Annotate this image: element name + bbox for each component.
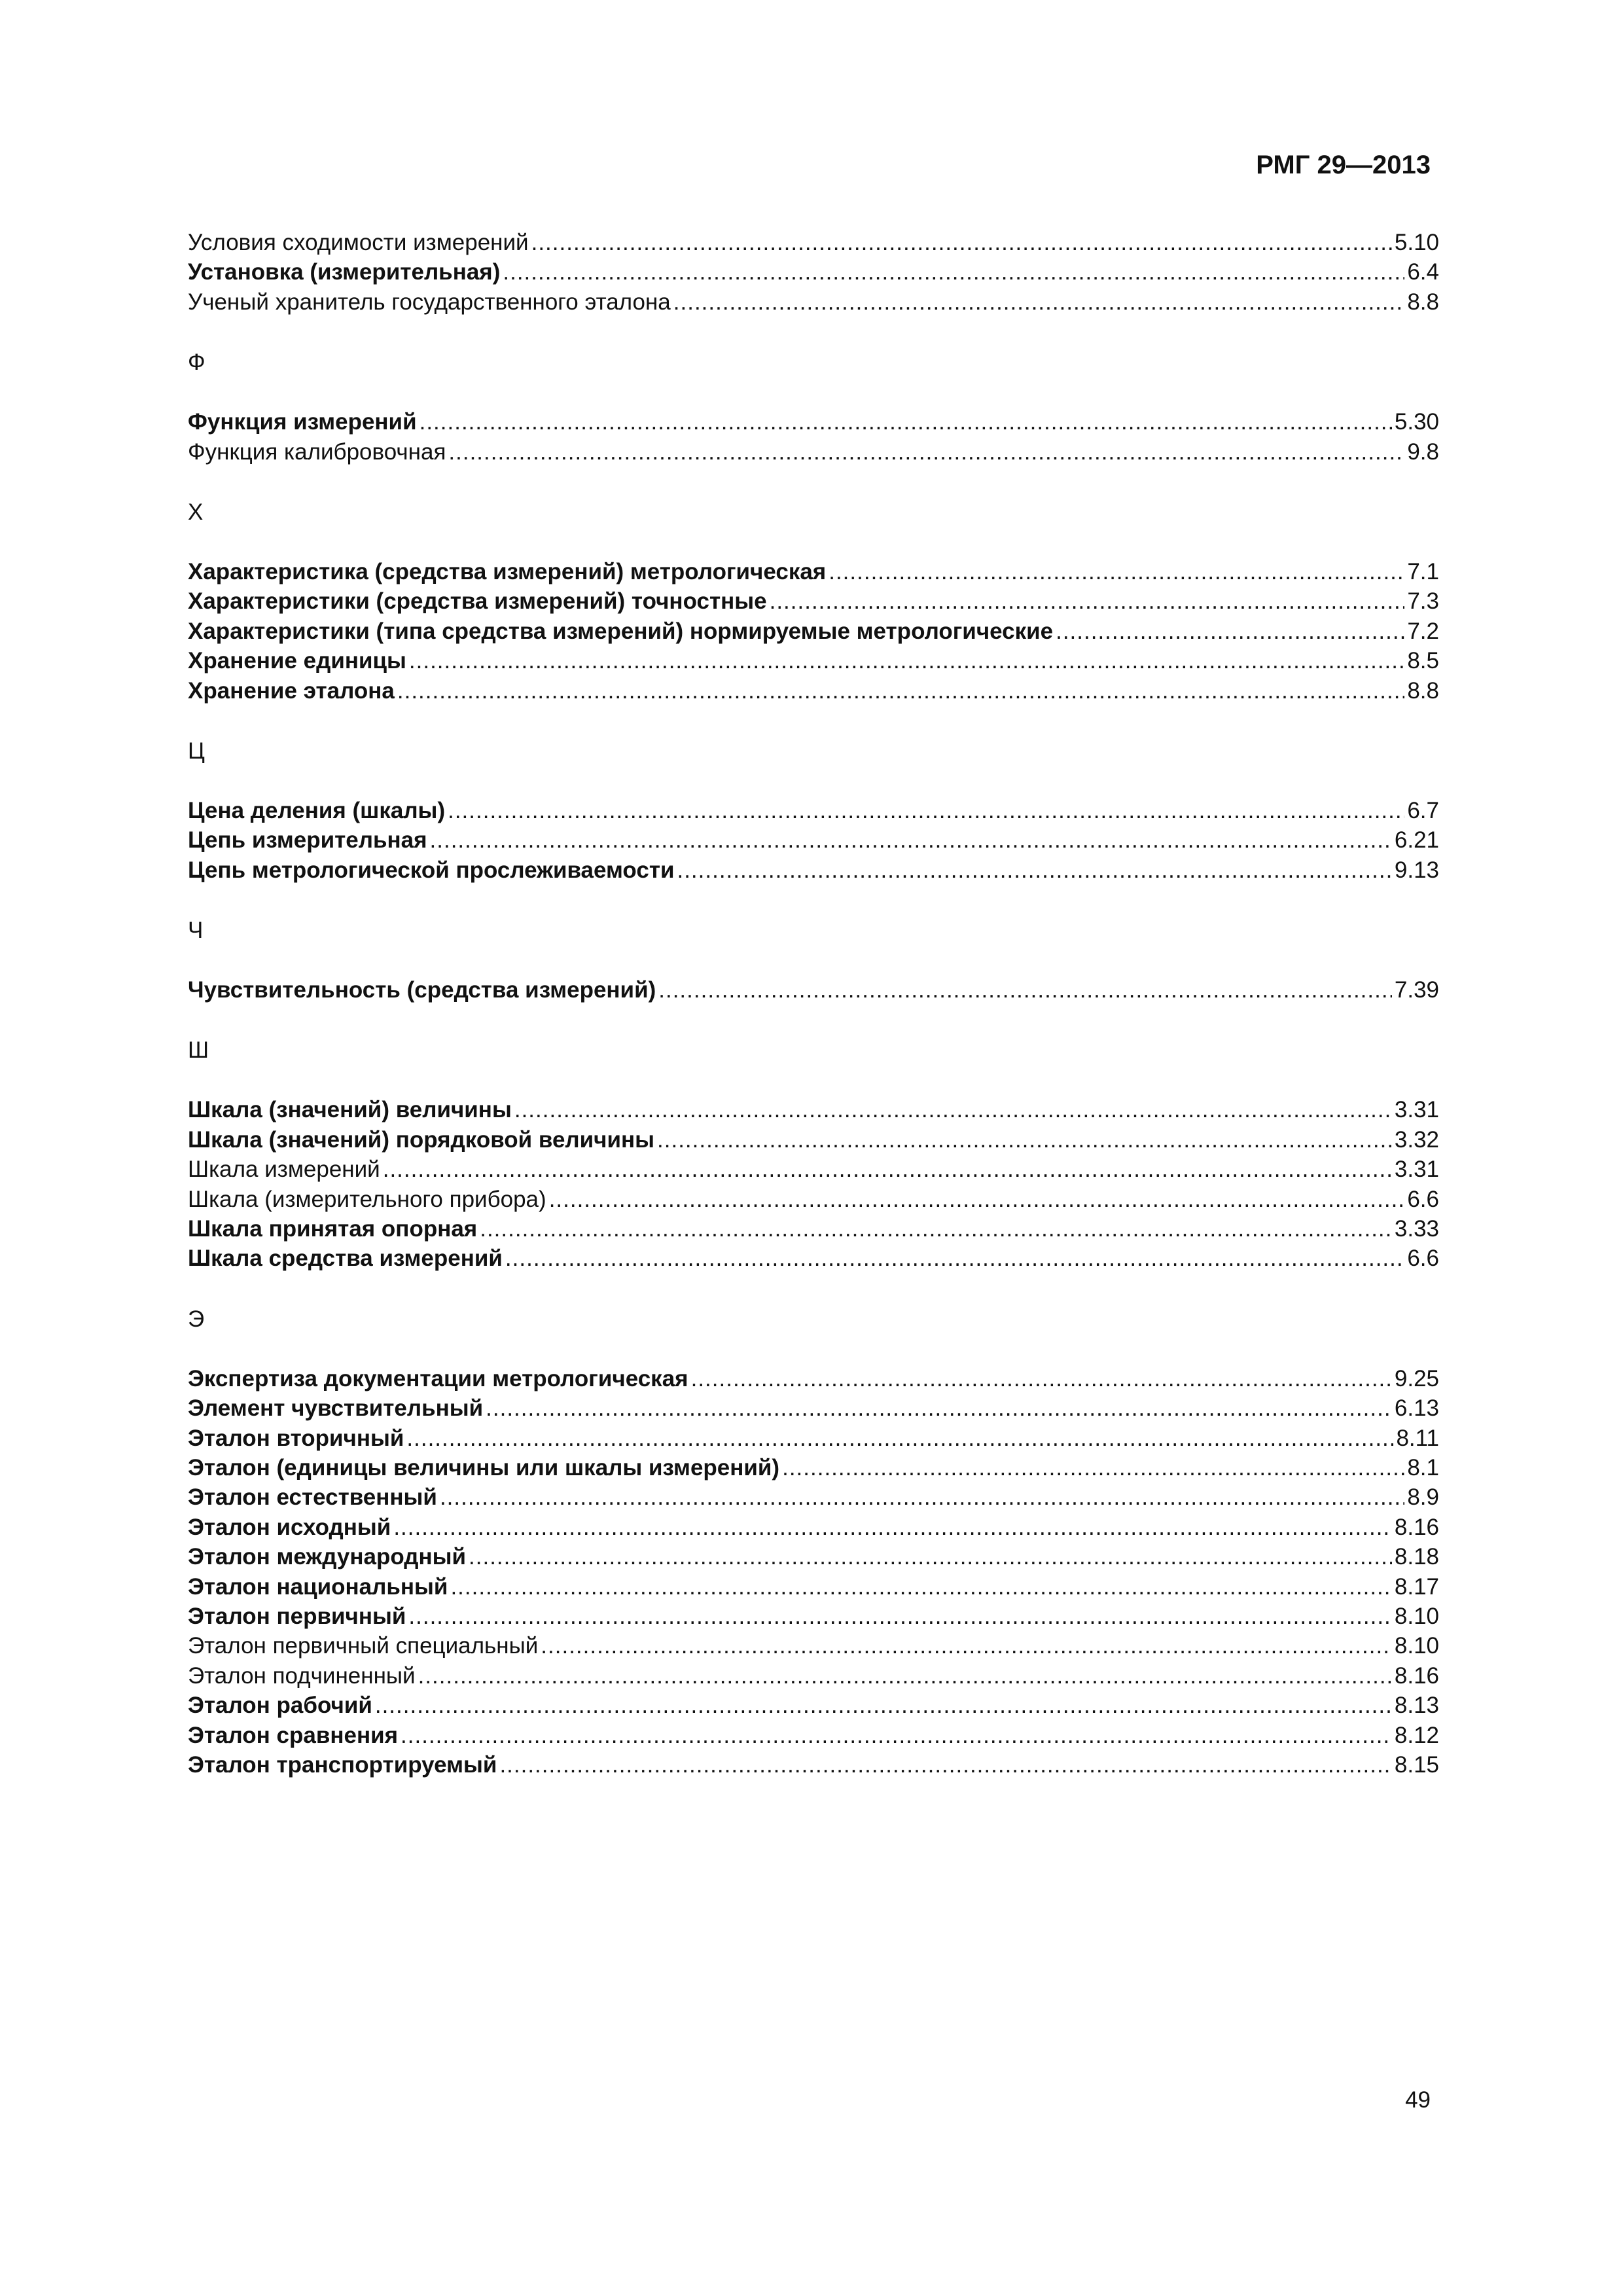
- index-reference: 8.15: [1394, 1751, 1439, 1778]
- index-entry: [188, 1095, 1439, 1124]
- dot-leader: [691, 1364, 1392, 1393]
- index-entry: [188, 1244, 1439, 1273]
- section-letter: Ц: [188, 738, 205, 764]
- index-entry: [188, 1155, 1439, 1184]
- dot-leader: [480, 1214, 1392, 1244]
- index-entry: [188, 1185, 1439, 1214]
- index-reference: 5.30: [1394, 409, 1439, 435]
- dot-leader: [770, 586, 1405, 616]
- dot-leader: [408, 1602, 1391, 1631]
- index-entry: [188, 228, 1439, 257]
- index-term: Условия сходимости измерений: [188, 230, 529, 255]
- dot-leader: [383, 1155, 1392, 1184]
- dot-leader: [450, 1572, 1391, 1602]
- index-term: Эталон первичный специальный: [188, 1633, 539, 1659]
- index-term: Эталон вторичный: [188, 1425, 404, 1451]
- index-entry: [188, 617, 1439, 646]
- dot-leader: [541, 1631, 1392, 1660]
- index-entry: [188, 646, 1439, 675]
- section-letter: Ф: [188, 350, 205, 376]
- index-term: Характеристики (типа средства измерений) нормируемые метрологические: [188, 618, 1054, 644]
- index-entry: [188, 1424, 1439, 1453]
- index-entry: [188, 1631, 1439, 1660]
- index-reference: 6.21: [1394, 827, 1439, 853]
- dot-leader: [658, 975, 1392, 1005]
- document-code: РМГ 29—2013: [1256, 151, 1431, 179]
- index-entry: [188, 1572, 1439, 1602]
- index-entry: [188, 1542, 1439, 1571]
- index-entry: [188, 825, 1439, 855]
- index-entry: [188, 1691, 1439, 1720]
- section-letter: Э: [188, 1306, 205, 1332]
- dot-leader: [448, 796, 1404, 825]
- subject-index: [188, 228, 1439, 1780]
- dot-leader: [375, 1691, 1392, 1720]
- index-reference: 8.8: [1407, 677, 1439, 704]
- index-reference: 3.33: [1394, 1216, 1439, 1242]
- index-entry: [188, 1364, 1439, 1393]
- index-entry: [188, 287, 1439, 317]
- index-reference: 7.2: [1407, 618, 1439, 644]
- index-entry: [188, 1661, 1439, 1691]
- index-term: Характеристики (средства измерений) точностные: [188, 588, 767, 615]
- index-term: Цепь метрологической прослеживаемости: [188, 857, 675, 883]
- index-entry: [188, 1721, 1439, 1750]
- dot-leader: [401, 1721, 1392, 1750]
- index-section: [188, 1035, 1439, 1273]
- index-reference: 6.6: [1407, 1186, 1439, 1212]
- index-term: Эталон естественный: [188, 1484, 437, 1511]
- dot-leader: [406, 1424, 1393, 1453]
- index-reference: 5.10: [1394, 230, 1439, 255]
- index-reference: 8.18: [1394, 1544, 1439, 1570]
- dot-leader: [1056, 617, 1404, 646]
- index-reference: 3.31: [1394, 1157, 1439, 1183]
- index-entry: [188, 437, 1439, 467]
- index-term: Эталон (единицы величины или шкалы измерений): [188, 1454, 780, 1480]
- dot-leader: [448, 437, 1404, 467]
- index-reference: 8.5: [1407, 648, 1439, 674]
- dot-leader: [677, 855, 1391, 885]
- dot-leader: [782, 1453, 1404, 1482]
- section-letter: Х: [188, 499, 204, 525]
- index-reference: 9.25: [1394, 1365, 1439, 1391]
- index-reference: 8.16: [1394, 1514, 1439, 1540]
- index-reference: 7.3: [1407, 588, 1439, 615]
- index-term: Эталон национальный: [188, 1573, 448, 1600]
- index-reference: 6.4: [1407, 259, 1439, 285]
- index-section: [188, 736, 1439, 885]
- index-term: Хранение эталона: [188, 677, 395, 704]
- index-term: Эталон международный: [188, 1544, 467, 1570]
- index-term: Элемент чувствительный: [188, 1395, 484, 1422]
- index-reference: 8.11: [1396, 1425, 1439, 1451]
- dot-leader: [409, 646, 1404, 675]
- index-entry: [188, 586, 1439, 616]
- index-entry: [188, 1453, 1439, 1482]
- index-entry: [188, 1513, 1439, 1542]
- index-term: Экспертиза документации метрологическая: [188, 1365, 688, 1391]
- index-section: [188, 1304, 1439, 1780]
- index-term: Шкала (значений) величины: [188, 1097, 512, 1123]
- index-term: Эталон рабочий: [188, 1693, 372, 1719]
- index-reference: 8.10: [1394, 1603, 1439, 1629]
- index-reference: 8.1: [1407, 1454, 1439, 1480]
- index-term: Шкала (значений) порядковой величины: [188, 1126, 655, 1153]
- index-term: Цена деления (шкалы): [188, 797, 446, 823]
- index-reference: 7.39: [1394, 977, 1439, 1003]
- index-term: Цепь измерительная: [188, 827, 427, 853]
- index-reference: 6.7: [1407, 797, 1439, 823]
- index-entry: [188, 796, 1439, 825]
- index-entry: [188, 257, 1439, 287]
- index-term: Шкала (измерительного прибора): [188, 1186, 546, 1212]
- index-entry: [188, 1125, 1439, 1155]
- index-entry: [188, 975, 1439, 1005]
- section-letter: Ч: [188, 918, 204, 944]
- dot-leader: [430, 825, 1392, 855]
- index-reference: 8.12: [1394, 1722, 1439, 1748]
- index-reference: 9.8: [1407, 439, 1439, 465]
- index-reference: 8.9: [1407, 1484, 1439, 1511]
- dot-leader: [440, 1482, 1404, 1512]
- index-reference: 8.10: [1394, 1633, 1439, 1659]
- dot-leader: [419, 407, 1392, 437]
- dot-leader: [393, 1513, 1392, 1542]
- index-term: Эталон подчиненный: [188, 1662, 416, 1689]
- index-entry: [188, 676, 1439, 706]
- index-term: Эталон транспортируемый: [188, 1751, 497, 1778]
- index-reference: 8.16: [1394, 1662, 1439, 1689]
- dot-leader: [418, 1661, 1392, 1691]
- dot-leader: [531, 228, 1392, 257]
- dot-leader: [486, 1393, 1392, 1423]
- index-section: [188, 348, 1439, 467]
- index-reference: 6.13: [1394, 1395, 1439, 1422]
- index-term: Эталон сравнения: [188, 1722, 399, 1748]
- dot-leader: [549, 1185, 1405, 1214]
- page-number: 49: [1405, 2087, 1431, 2113]
- index-entry: [188, 1750, 1439, 1780]
- index-entry: [188, 1214, 1439, 1244]
- index-term: Шкала средства измерений: [188, 1246, 503, 1272]
- index-term: Эталон исходный: [188, 1514, 391, 1540]
- dot-leader: [499, 1750, 1391, 1780]
- section-letter: Ш: [188, 1037, 209, 1064]
- index-term: Хранение единицы: [188, 648, 406, 674]
- index-reference: 8.8: [1407, 289, 1439, 315]
- index-reference: 3.32: [1394, 1126, 1439, 1153]
- dot-leader: [397, 676, 1404, 706]
- index-term: Шкала принятая опорная: [188, 1216, 478, 1242]
- index-term: Характеристика (средства измерений) метрологическая: [188, 558, 827, 584]
- index-term: Чувствительность (средства измерений): [188, 977, 656, 1003]
- dot-leader: [514, 1095, 1392, 1124]
- index-entry: [188, 407, 1439, 437]
- index-entry: [188, 557, 1439, 586]
- dot-leader: [469, 1542, 1392, 1571]
- index-entry: [188, 855, 1439, 885]
- index-reference: 8.13: [1394, 1693, 1439, 1719]
- index-entry: [188, 1602, 1439, 1631]
- index-section: [188, 228, 1439, 317]
- index-term: Установка (измерительная): [188, 259, 501, 285]
- index-reference: 3.31: [1394, 1097, 1439, 1123]
- index-term: Функция измерений: [188, 409, 417, 435]
- index-section: [188, 916, 1439, 1005]
- dot-leader: [829, 557, 1404, 586]
- index-entry: [188, 1393, 1439, 1423]
- index-reference: 8.17: [1394, 1573, 1439, 1600]
- index-entry: [188, 1482, 1439, 1512]
- index-term: Эталон первичный: [188, 1603, 406, 1629]
- index-reference: 7.1: [1407, 558, 1439, 584]
- index-reference: 9.13: [1394, 857, 1439, 883]
- index-section: [188, 497, 1439, 706]
- dot-leader: [673, 287, 1405, 317]
- dot-leader: [505, 1244, 1404, 1273]
- dot-leader: [657, 1125, 1392, 1155]
- dot-leader: [503, 257, 1404, 287]
- index-reference: 6.6: [1407, 1246, 1439, 1272]
- index-term: Ученый хранитель государственного эталона: [188, 289, 671, 315]
- index-term: Шкала измерений: [188, 1157, 380, 1183]
- index-term: Функция калибровочная: [188, 439, 446, 465]
